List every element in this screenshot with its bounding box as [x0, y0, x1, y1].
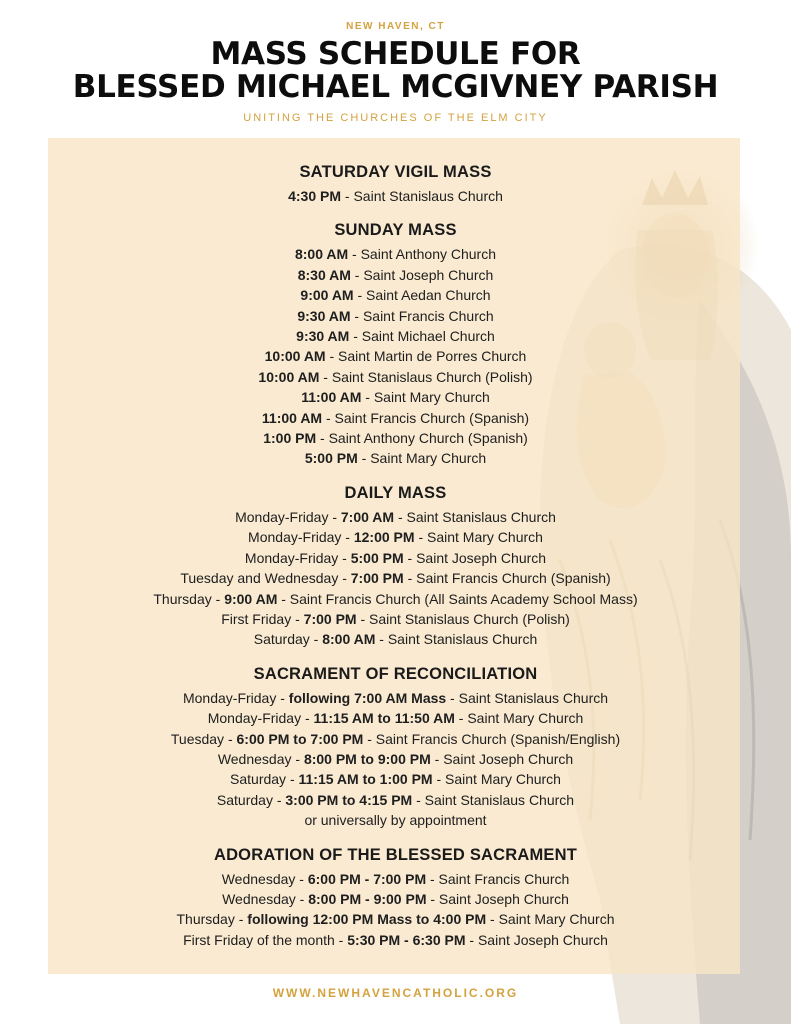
entry-text: - Saint Mary Church: [454, 710, 584, 727]
entry-time: 9:30 AM: [297, 307, 351, 324]
entry-text: - Saint Stanislaus Church (Polish): [356, 610, 570, 627]
entry-time: 6:00 PM to 7:00 PM: [236, 730, 364, 747]
schedule-section: [0, 220, 791, 468]
entry-text: - Saint Martin de Porres Church: [325, 348, 527, 365]
entry-text: - Saint Francis Church (Spanish/English): [363, 730, 621, 747]
schedule-entry: [0, 609, 791, 629]
schedule-entry: [0, 708, 791, 728]
schedule-entry: [0, 285, 791, 305]
schedule-entry: [0, 688, 791, 708]
entry-time: 11:00 AM: [301, 389, 362, 406]
entry-text: - Saint Stanislaus Church: [394, 508, 556, 525]
entry-time: 7:00 PM: [350, 570, 404, 587]
schedule-entry: [0, 769, 791, 789]
entry-time: 5:00 PM: [350, 549, 404, 566]
entry-time: 8:00 AM: [294, 246, 349, 263]
schedule-entry: [0, 367, 791, 387]
entry-text: - Saint Francis Church (All Saints Academy School Mass): [277, 590, 638, 607]
entry-time: 7:00 AM: [340, 508, 395, 525]
entry-text: Monday-Friday -: [248, 529, 354, 546]
entry-text: - Saint Francis Church (Spanish): [403, 570, 611, 587]
entry-time: 4:30 PM: [288, 188, 342, 204]
section-title: ADORATION OF THE BLESSED SACRAMENT: [213, 845, 578, 864]
entry-text: - Saint Mary Church: [432, 771, 561, 788]
schedule-entry: [0, 930, 791, 950]
schedule-entry: [0, 186, 791, 206]
entry-text: - Saint Joseph Church: [403, 549, 547, 566]
schedule-content: [0, 162, 791, 964]
entry-text: Wednesday -: [217, 750, 304, 767]
section-title: SACRAMENT OF RECONCILIATION: [253, 664, 538, 683]
schedule-entry: [0, 448, 791, 468]
entry-text: - Saint Francis Church (Spanish): [322, 409, 530, 426]
entry-text: - Saint Joseph Church: [426, 890, 569, 907]
schedule-entry: [0, 265, 791, 285]
schedule-entry: [0, 408, 791, 428]
schedule-section: [0, 483, 791, 650]
entry-time: 8:30 AM: [297, 266, 351, 283]
entry-text: - Saint Mary Church: [414, 529, 543, 546]
entry-text: - Saint Michael Church: [349, 328, 495, 345]
entry-time: 9:30 AM: [296, 328, 350, 345]
schedule-entry: [0, 729, 791, 749]
entry-text: - Saint Francis Church: [350, 307, 494, 324]
entry-text: Monday-Friday -: [235, 508, 341, 525]
entry-time: 8:00 PM - 9:00 PM: [308, 890, 427, 907]
entry-text: - Saint Joseph Church: [350, 266, 494, 283]
entry-time: 11:15 AM to 1:00 PM: [298, 771, 433, 788]
section-title: SUNDAY MASS: [334, 221, 457, 240]
schedule-entry: [0, 548, 791, 568]
entry-text: - Saint Joseph Church: [465, 931, 608, 948]
section-title: DAILY MASS: [344, 483, 447, 502]
entry-text: Tuesday and Wednesday -: [180, 570, 351, 587]
entry-text: Monday-Friday -: [182, 689, 289, 706]
location-label: NEW HAVEN, CT: [346, 21, 445, 32]
entry-time: 8:00 AM: [322, 631, 376, 648]
schedule-entry: [0, 326, 791, 346]
entry-time: 11:15 AM to 11:50 AM: [313, 710, 455, 727]
entry-time: 1:00 PM: [263, 430, 317, 447]
schedule-entry: [0, 589, 791, 609]
entry-text: Monday-Friday -: [244, 549, 351, 566]
entry-text: - Saint Stanislaus Church: [341, 188, 503, 204]
schedule-entry: [0, 790, 791, 810]
entry-time: 5:30 PM - 6:30 PM: [347, 931, 466, 948]
entry-time: 10:00 AM: [264, 348, 326, 365]
entry-time: following 7:00 AM Mass: [288, 689, 447, 706]
entry-text: - Saint Mary Church: [357, 450, 487, 467]
entry-time: 7:00 PM: [303, 610, 357, 627]
entry-text: - Saint Mary Church: [486, 911, 615, 928]
schedule-entry: [0, 244, 791, 264]
entry-text: Tuesday -: [170, 730, 237, 747]
entry-time: 5:00 PM: [304, 450, 358, 467]
schedule-entry: [0, 428, 791, 448]
schedule-entry: [0, 629, 791, 649]
section-title: SATURDAY VIGIL MASS: [299, 163, 492, 181]
schedule-section: [0, 664, 791, 831]
entry-time: 10:00 AM: [258, 368, 320, 385]
entry-time: 12:00 PM: [353, 529, 415, 546]
entry-text: Saturday -: [253, 631, 323, 648]
entry-text: or universally by appointment: [304, 812, 487, 829]
schedule-entry: [0, 749, 791, 769]
entry-text: Saturday -: [230, 771, 299, 788]
entry-text: Saturday -: [216, 791, 286, 808]
schedule-entry: [0, 346, 791, 366]
schedule-entry: [0, 568, 791, 588]
entry-text: First Friday of the month -: [183, 931, 348, 948]
schedule-entry: [0, 810, 791, 830]
entry-time: 11:00 AM: [261, 409, 323, 426]
entry-time: 9:00 AM: [300, 287, 354, 304]
entry-text: Thursday -: [153, 590, 225, 607]
schedule-entry: [0, 527, 791, 547]
entry-time: following 12:00 PM Mass to 4:00 PM: [247, 911, 487, 928]
entry-text: First Friday -: [221, 610, 304, 627]
schedule-entry: [0, 869, 791, 889]
entry-time: 3:00 PM to 4:15 PM: [285, 791, 413, 808]
title-line-2: BLESSED MICHAEL MCGIVNEY PARISH: [72, 69, 719, 105]
entry-time: 6:00 PM - 7:00 PM: [307, 870, 427, 887]
entry-text: Monday-Friday -: [207, 710, 314, 727]
schedule-entry: [0, 507, 791, 527]
schedule-entry: [0, 387, 791, 407]
entry-text: - Saint Stanislaus Church: [412, 791, 575, 808]
entry-text: - Saint Stanislaus Church: [446, 689, 609, 706]
website-link[interactable]: WWW.NEWHAVENCATHOLIC.ORG: [272, 986, 519, 1000]
title-line-1: MASS SCHEDULE FOR: [210, 36, 581, 72]
entry-text: Wednesday -: [221, 870, 308, 887]
entry-text: Wednesday -: [222, 890, 309, 907]
schedule-entry: [0, 909, 791, 929]
entry-time: 9:00 AM: [224, 590, 278, 607]
entry-text: Thursday -: [176, 911, 248, 928]
page-title: [0, 38, 791, 104]
entry-text: - Saint Francis Church: [426, 870, 570, 887]
schedule-section: [0, 162, 791, 206]
entry-text: - Saint Stanislaus Church (Polish): [319, 368, 533, 385]
subtitle: UNITING THE CHURCHES OF THE ELM CITY: [243, 112, 548, 124]
schedule-section: [0, 845, 791, 951]
entry-text: - Saint Anthony Church: [348, 246, 497, 263]
schedule-entry: [0, 889, 791, 909]
entry-text: - Saint Mary Church: [361, 389, 490, 406]
entry-text: - Saint Stanislaus Church: [375, 631, 538, 648]
entry-text: - Saint Anthony Church (Spanish): [316, 430, 528, 447]
entry-text: - Saint Joseph Church: [430, 750, 574, 767]
entry-text: - Saint Aedan Church: [353, 287, 491, 304]
entry-time: 8:00 PM to 9:00 PM: [303, 750, 431, 767]
schedule-entry: [0, 306, 791, 326]
